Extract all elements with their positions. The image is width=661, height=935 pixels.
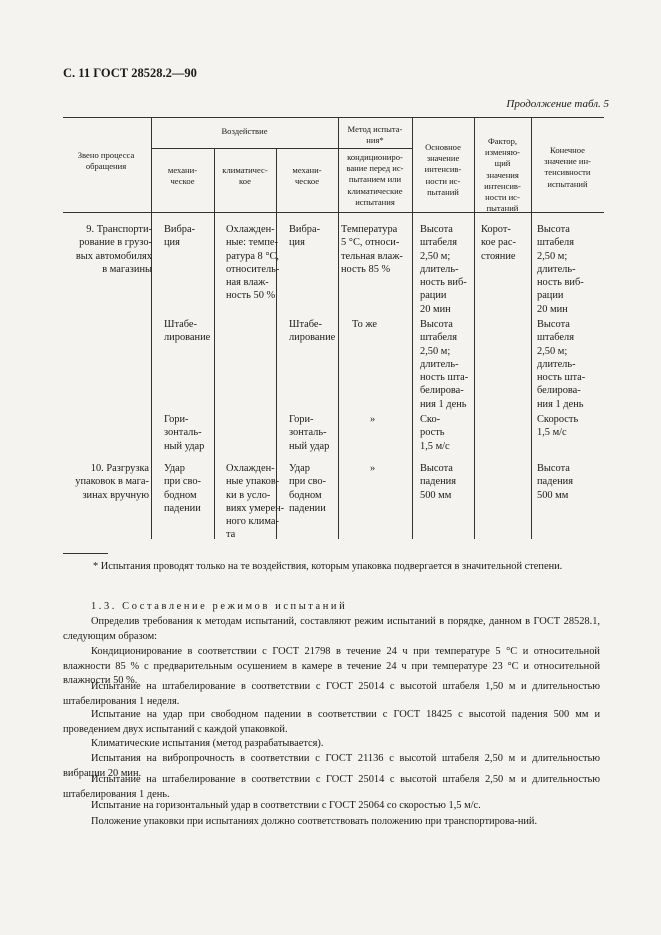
table-caption: Продолжение табл. 5 [506, 98, 609, 110]
row9b-mech1: Штабе- лирование [164, 319, 211, 344]
paragraph: Положение упаковки при испытаниях должно соответствовать положению при транспортирова-ний. [91, 816, 538, 827]
footnote: * Испытания проводят только на те воздействия, которым упаковка подвергается в значительной степени. [93, 561, 563, 572]
paragraph: Испытание на штабелирование в соответствии с ГОСТ 25014 с высотой штабеля 2,50 м и длительностью штабелирования 1 день. [63, 774, 600, 800]
header-factor: Фактор, изменяю- щий значения интенсив- ности ис- пытаний [484, 136, 521, 214]
paragraph: Испытание на удар при свободном падении в соответствии с ГОСТ 18425 с высотой падения 500 мм и проведением двух испытаний с каждой упаковкой. [63, 709, 600, 735]
row9-main: Высота штабеля 2,50 м; длитель- ность виб- рации 20 мин [420, 224, 467, 315]
row9-method: Температура 5 °С, относи- тельная влаж- ность 85 % [341, 224, 403, 275]
header-main-value: Основное значение интенсив- ности ис- пытаний [424, 142, 462, 197]
header-impact-mech1: механи- ческое [167, 165, 198, 187]
row10-mech2: Удар при сво- бодном падении [289, 463, 327, 514]
row9-climatic: Охлажден- ные: темпе- ратура 8 °С, относитель- ная влаж- ность 50 % [226, 224, 280, 302]
header-impact-mech2: механи- ческое [292, 165, 322, 187]
row9-stage: 9. Транспорти- рование в грузо- вых автомобилях в магазины [75, 224, 152, 275]
row9c-main: Ско- рость 1,5 м/с [420, 414, 450, 452]
row10-final: Высота падения 500 мм [537, 463, 573, 501]
row9c-final: Скорость 1,5 м/с [537, 414, 579, 439]
header-method-sub: кондициониро- вание перед ис- пытанием или климатические испытания [346, 152, 404, 207]
header-final-value: Конечное значение ин- тенсивности испытаний [544, 145, 591, 189]
paragraph: Испытание на штабелирование в соответствии с ГОСТ 25014 с высотой штабеля 1,50 м и длительностью штабелирования 1 неделя. [63, 681, 600, 707]
header-method: Метод испыта- ния* [347, 124, 403, 146]
footnote-rule [63, 553, 108, 554]
row9-final: Высота штабеля 2,50 м; длитель- ность виб- рации 20 мин [537, 224, 584, 315]
row9c-mech1: Гори- зонталь- ный удар [164, 414, 205, 452]
row9b-final: Высота штабеля 2,50 м; длитель- ность шта- белирова- ния 1 день [537, 319, 586, 410]
row10-method: » [370, 463, 376, 474]
row9b-main: Высота штабеля 2,50 м; длитель- ность шта- белирова- ния 1 день [420, 319, 469, 410]
row9c-method: » [370, 414, 376, 425]
paragraph: Кондиционирование в соответствии с ГОСТ 21798 в течение 24 ч при температуре 5 °С и относительной влажности 85 % с предварительным осушением в камере в течение 24 ч при температуре 23 °С и относительной влажности 50 %. [63, 646, 600, 687]
row9-factor: Корот- кое рас- стояние [481, 224, 516, 262]
row10-climatic: Охлажден- ные упаков- ки в усло- виях умерен- ного клима- та [226, 463, 285, 541]
paragraph: Климатические испытания (метод разрабатывается). [91, 738, 324, 749]
header-stage: Звено процесса обращения [77, 150, 135, 172]
page-header: С. 11 ГОСТ 28528.2—90 [63, 66, 197, 80]
paragraph: Испытание на горизонтальный удар в соответствии с ГОСТ 25064 со скоростью 1,5 м/с. [91, 800, 481, 811]
row10-stage: 10. Разгрузка упаковок в мага- зинах вручную [75, 463, 149, 501]
row9b-method: То же [352, 319, 378, 330]
header-impact: Воздействие [221, 126, 268, 136]
row10-mech1: Удар при сво- бодном падении [164, 463, 202, 514]
col-divider [214, 148, 215, 539]
paragraph: Определив требования к методам испытаний, составляют режим испытаний в порядке, данном в ГОСТ 28528.1, следующим образом: [63, 616, 600, 642]
row9b-mech2: Штабе- лирование [289, 319, 336, 344]
row9-mech2: Вибра- ция [289, 224, 321, 249]
row10-main: Высота падения 500 мм [420, 463, 456, 501]
header-impact-climatic: климатичес- кое [222, 165, 268, 187]
row9-mech1: Вибра- ция [164, 224, 196, 249]
row9c-mech2: Гори- зонталь- ный удар [289, 414, 330, 452]
section-heading: 1.3. Составление режимов испытаний [91, 601, 348, 612]
impact-sub-rule [151, 148, 412, 149]
table-top-rule [63, 117, 604, 118]
paragraph: Испытания на вибропрочность в соответствии с ГОСТ 21136 с высотой штабеля 2,50 м и длительностью вибрации 20 мин. [63, 753, 600, 779]
